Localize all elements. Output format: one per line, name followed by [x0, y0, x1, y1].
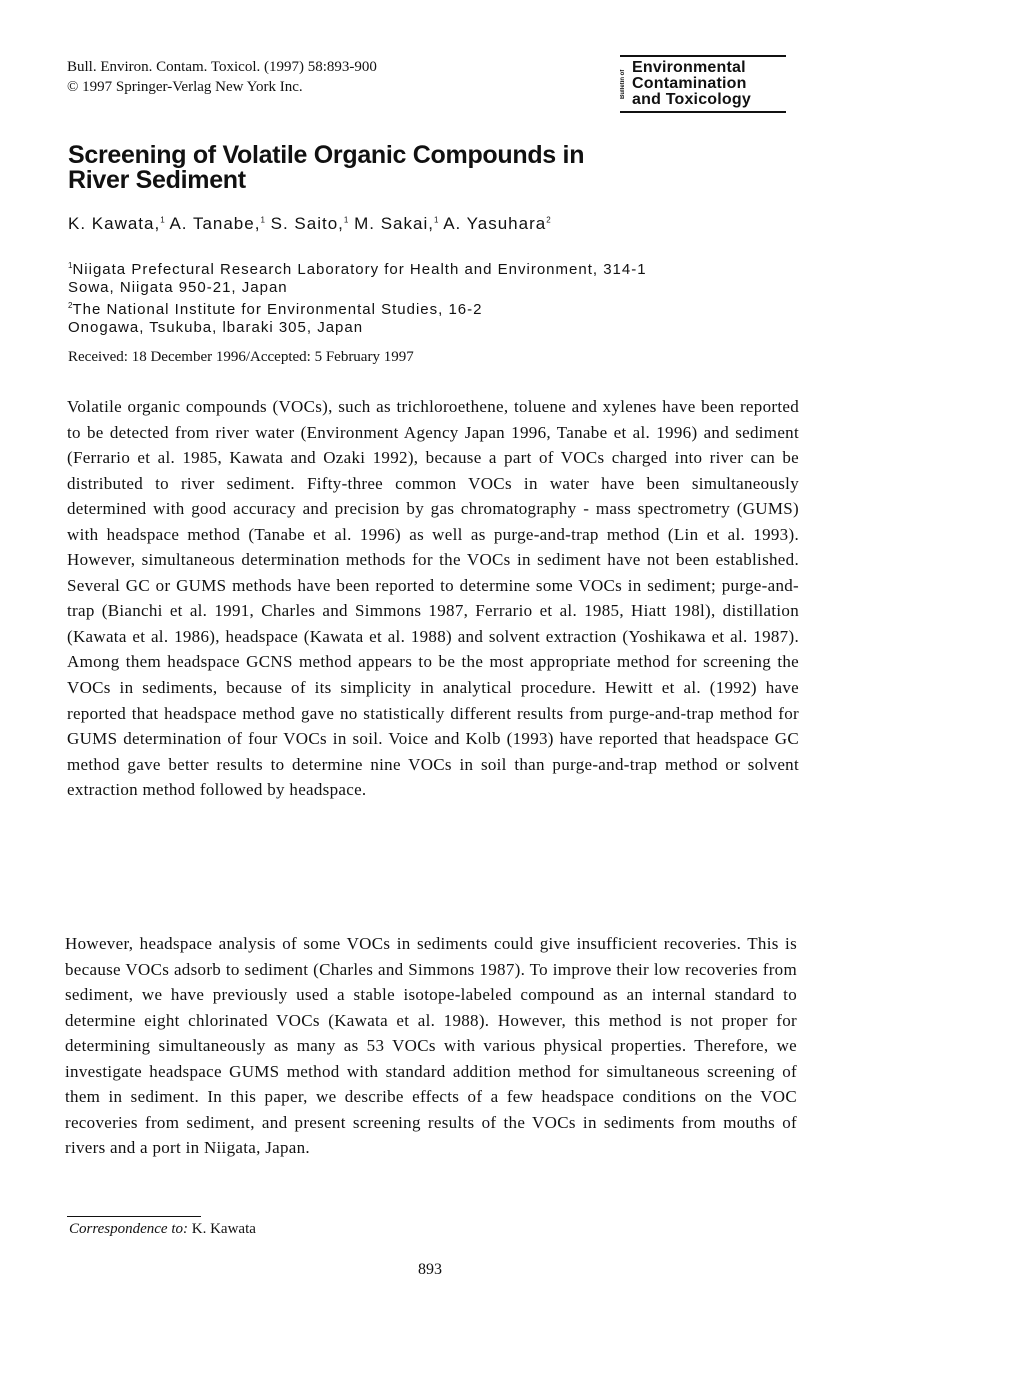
author-name: A. Tanabe, [169, 214, 261, 233]
author-affiliation-marker: 1 [343, 215, 349, 225]
author-affiliation-marker: 1 [433, 215, 439, 225]
affiliation-2-line1 [68, 297, 647, 319]
correspondence-footnote [69, 1221, 256, 1238]
journal-logo-words [632, 60, 751, 108]
affiliation-list [68, 257, 647, 337]
author-affiliation-marker: 1 [260, 215, 265, 225]
received-dates: Received: 18 December 1996/Accepted: 5 February 1997 [68, 349, 414, 365]
journal-logo-side-text: Bulletin of [620, 69, 626, 99]
affiliation-1-line1 [68, 257, 647, 279]
citation-journal: Bull. Environ. Contam. Toxicol. (1997) 58:893-900 [67, 59, 377, 75]
article-title-line1: Screening of Volatile Organic Compounds in [68, 141, 585, 169]
author-affiliation-marker: 2 [546, 215, 551, 225]
author-affiliation-marker: 1 [160, 215, 165, 225]
page-number: 893 [418, 1261, 442, 1278]
body-paragraph-1: Volatile organic compounds (VOCs), such as trichloroethene, toluene and xylenes have been reported to be detected from river water (Environment Agency Japan 1996, Tanabe et al. 1996) and sediment (Ferrario et al. 1985, Kawata and Ozaki 1992), because a part of VOCs charged into river can be distributed to river sediment. Fifty-three common VOCs in water have been simultaneously determined with good accuracy and precision by gas chromatography - mass spectrometry (GUMS) with headspace method (Tanabe et al. 1996) as well as purge-and-trap method (Lin et al. 1993). However, simultaneous determination methods for the VOCs in sediment have not been established. Several GC or GUMS methods have been reported to determine some VOCs in sediment; purge-and-trap (Bianchi et al. 1991, Charles and Simmons 1987, Ferrario et al. 1985, Hiatt 198l), distillation (Kawata et al. 1986), headspace (Kawata et al. 1988) and solvent extraction (Yoshikawa et al. 1987). Among them headspace GCNS method appears to be the most appropriate method for screening the VOCs in sediments, because of its simplicity in analytical procedure. Hewitt et al. (1992) have reported that headspace method gave no statistically different results from purge-and-trap method for GUMS determination of four VOCs in soil. Voice and Kolb (1993) have reported that headspace GC method gave better results to determine nine VOCs in soil than purge-and-trap method or solvent extraction method followed by headspace. [67, 397, 799, 800]
affiliation-2-line2: Onogawa, Tsukuba, lbaraki 305, Japan [68, 319, 364, 336]
author-name: A. Yasuhara [443, 214, 547, 233]
journal-logo-line1: Environmental [632, 59, 746, 76]
citation-copyright: © 1997 Springer-Verlag New York Inc. [67, 79, 303, 95]
author-name: K. Kawata, [68, 214, 161, 233]
article-title [68, 143, 688, 193]
author-list [68, 214, 551, 234]
correspondence-name: K. Kawata [191, 1221, 256, 1237]
footnote-divider [67, 1216, 201, 1217]
affiliation-text: Niigata Prefectural Research Laboratory for Health and Environment, 314-1 [72, 261, 647, 278]
journal-logo-line2: Contamination [632, 75, 747, 92]
affiliation-marker: 2 [68, 301, 73, 310]
correspondence-label: Correspondence to: [69, 1221, 189, 1237]
affiliation-marker: 1 [68, 261, 73, 270]
author-name: M. Sakai, [354, 214, 434, 233]
journal-logo [620, 55, 786, 113]
body-paragraph-2: However, headspace analysis of some VOCs in sediments could give insufficient recoveries. This is because VOCs adsorb to sediment (Charles and Simmons 1987). To improve their low recoveries from sediment, we have previously used a stable isotope-labeled compound as an internal standard to determine eight chlorinated VOCs (Kawata et al. 1988). However, this method is not proper for determining simultaneously as many as 53 VOCs with various physical properties. Therefore, we investigate headspace GUMS method with standard addition method for simultaneous screening of them in sediment. In this paper, we describe effects of a few headspace conditions on the VOC recoveries from sediment, and present screening results of the VOCs in sediments from mouths of rivers and a port in Niigata, Japan. [65, 934, 797, 1158]
journal-logo-line3: and Toxicology [632, 91, 751, 108]
affiliation-1-line2: Sowa, Niigata 950-21, Japan [68, 279, 288, 296]
article-title-line2: River Sediment [68, 166, 246, 194]
citation-block [67, 57, 377, 97]
author-name: S. Saito, [270, 214, 344, 233]
affiliation-text: The National Institute for Environmental Studies, 16-2 [72, 301, 483, 318]
